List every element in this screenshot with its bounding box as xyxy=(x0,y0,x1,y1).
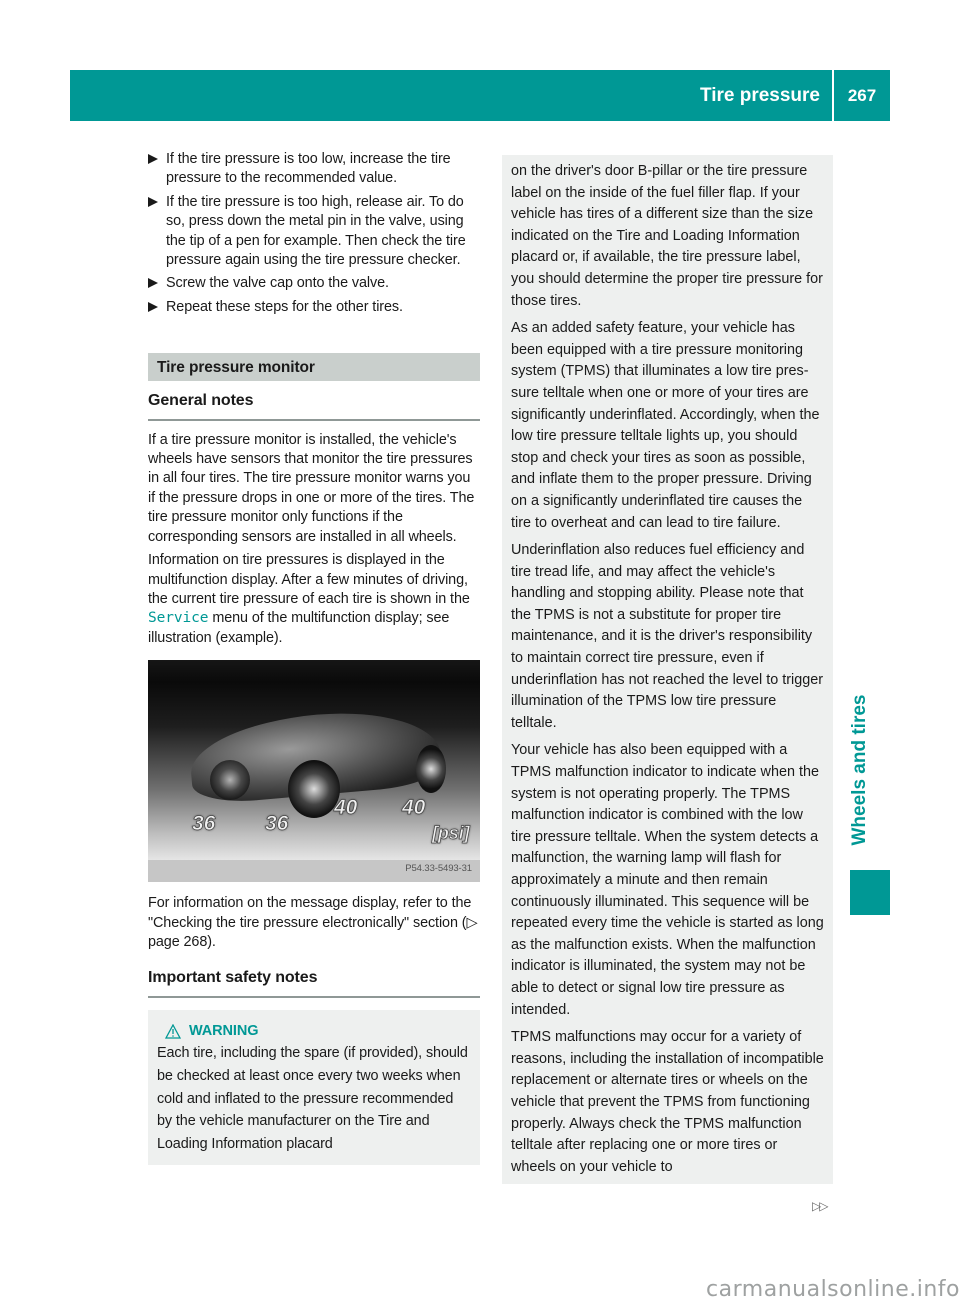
message-display-paragraph xyxy=(148,894,480,952)
page-number: 267 xyxy=(847,85,877,105)
chapter-tab-label[interactable]: Wheels and tires xyxy=(849,694,870,846)
paragraph: on the driver's door B-pillar or the tire pressure label on the inside of the fuel filler flap. If your vehicle has tires of a different size than the size indicated on the Tire and Loading Information placard or, if available, the tire pressure label, you should determine the proper tire pressure for those tires. xyxy=(511,163,823,309)
step-text: Repeat these steps for the other tires. xyxy=(166,298,403,315)
page-reference-link[interactable]: page 268). xyxy=(148,933,216,950)
tire-pressure-illustration xyxy=(148,660,480,882)
instruction-step xyxy=(148,274,480,293)
instruction-step xyxy=(148,193,480,271)
paragraph: TPMS malfunctions may occur for a variety of reasons, including the installation of incompatible replacement or alternate tires or wheels on the vehicle that prevent the TPMS from functioning properly. Always check the TPMS malfunction telltale after replacing one or more tires or wheels on your vehicle to xyxy=(511,1029,824,1175)
watermark: carmanualsonline.info xyxy=(706,1277,960,1302)
continue-arrows-icon: ▷▷ xyxy=(812,1199,827,1213)
step-text: If the tire pressure is too high, release air. To do so, press down the metal pin in the valve, using the tip of a pen for example. Then check the tire pressure again using the tire pressure checker. xyxy=(166,193,466,269)
pressure-front-right: 40 xyxy=(334,796,358,820)
pressure-unit: [psi] xyxy=(432,823,470,844)
paragraph-text: For information on the message display, refer to the "Checking the tire pressure electronically" section ( xyxy=(148,895,472,931)
warning-header xyxy=(165,1020,472,1043)
right-column-warning-continuation xyxy=(502,155,833,1184)
step-arrow-icon xyxy=(148,154,158,164)
warning-box xyxy=(148,1010,480,1166)
warning-triangle-icon xyxy=(165,1024,181,1039)
step-arrow-icon xyxy=(148,197,158,207)
wheel-image xyxy=(288,760,340,818)
section-heading: Tire pressure monitor xyxy=(148,353,480,381)
pressure-front-left: 36 xyxy=(192,812,216,836)
wheel-image xyxy=(416,745,446,793)
display-info-paragraph xyxy=(148,551,480,648)
paragraph: Underinflation also reduces fuel efficiency and tire tread life, and may affect the vehicle's handling and stopping ability. Please note that the TPMS is not a substitute for proper tire maintenance, and it is the driver's responsibility to maintain correct tire pressure, even if underinflation has not reached the level to trigger illumination of the TPMS low tire pressure telltale. xyxy=(511,542,823,731)
pressure-rear-right: 40 xyxy=(402,796,426,820)
warning-title: WARNING xyxy=(189,1022,259,1039)
subheading-safety-notes: Important safety notes xyxy=(148,968,480,997)
paragraph-text: Information on tire pressures is displayed in the multifunction display. After a few minutes of driving, the current tire pressure of each tire is shown in the xyxy=(148,552,470,607)
page-title: Tire pressure xyxy=(699,84,820,106)
subheading-general-notes: General notes xyxy=(148,391,480,420)
warning-text: Each tire, including the spare (if provided), should be checked at least once every two weeks when cold and inflated to the pressure recommended by the vehicle manufacturer on the Tire and Loading Information placard xyxy=(157,1045,468,1152)
paragraph-text: menu of the multifunction display; see illustration (example). xyxy=(148,610,450,646)
instruction-step xyxy=(148,298,480,317)
figure-id: P54.33-5493-31 xyxy=(405,862,472,874)
general-notes-paragraph: If a tire pressure monitor is installed, the vehicle's wheels have sensors that monitor the tire pressures in all four tires. The tire pressure monitor warns you if the pressure drops in one or more of the tires. The tire pressure monitor only functions if the corresponding sensors are installed in all wheels. xyxy=(148,431,475,545)
step-arrow-icon xyxy=(148,302,158,312)
pressure-rear-left: 36 xyxy=(265,812,289,836)
instruction-step xyxy=(148,150,480,189)
paragraph: As an added safety feature, your vehicle has been equipped with a tire pressure monitoring system (TPMS) that illuminates a low tire pressure telltale when one or more of your tires are significantly underinflated. Accordingly, when the low tire pressure telltale lights up, you should stop and check your tires as soon as possible, and inflate them to the proper pressure. Driving on a significantly underinflated tire causes the tire to overheat and can lead to tire failure. xyxy=(511,320,820,531)
left-column xyxy=(148,150,480,1165)
step-arrow-icon xyxy=(148,278,158,288)
wheel-image xyxy=(210,760,250,800)
step-text: Screw the valve cap onto the valve. xyxy=(166,275,389,292)
service-menu-link[interactable]: Service xyxy=(148,610,209,627)
paragraph: Your vehicle has also been equipped with a TPMS malfunction indicator to indicate when the system is not operating properly. The TPMS malfunction indicator is combined with the low tire pressure telltale. When the system detects a malfunction, the warning lamp will flash for approximately a minute and then remain continuously illuminated. This sequence will be repeated every time the vehicle is started as long as the malfunction exists. When the malfunction indicator is illuminated, the system may not be able to detect or signal low tire pressure as intended. xyxy=(511,742,824,1018)
page-reference-icon: ▷ xyxy=(466,914,478,931)
chapter-tab-marker xyxy=(850,870,890,915)
step-text: If the tire pressure is too low, increase the tire pressure to the recommended value. xyxy=(166,151,451,187)
